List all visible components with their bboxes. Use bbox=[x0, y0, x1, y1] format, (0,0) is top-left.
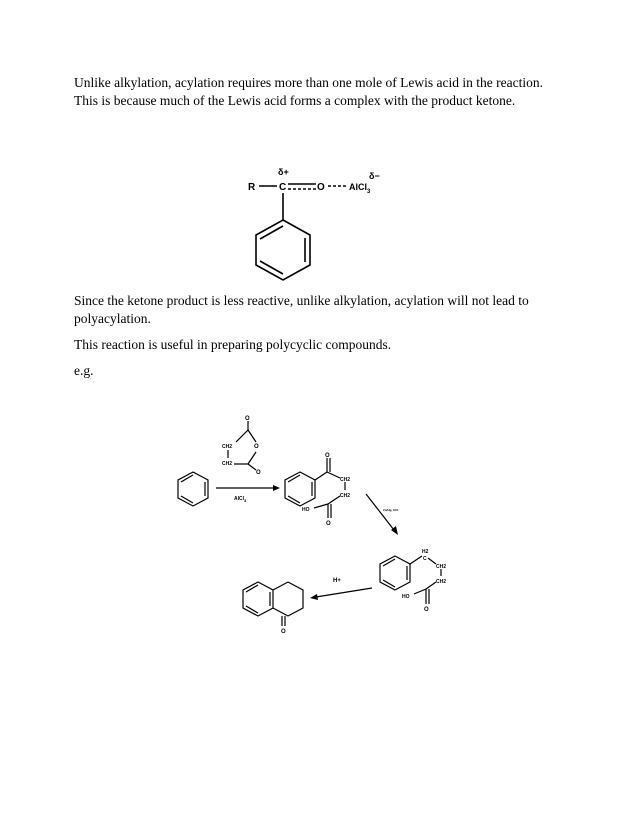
svg-text:CH2: CH2 bbox=[222, 461, 233, 467]
succinic-anhydride-molecule bbox=[222, 416, 261, 476]
delta-minus-label: δ− bbox=[369, 171, 380, 181]
svg-text:HO: HO bbox=[302, 507, 310, 513]
butanoic-acid-intermediate bbox=[380, 549, 446, 613]
keto-acid-intermediate bbox=[285, 453, 350, 527]
svg-text:CH2: CH2 bbox=[222, 444, 233, 450]
svg-text:CH2: CH2 bbox=[436, 579, 447, 585]
reagent-acid: H+ bbox=[333, 578, 341, 584]
svg-text:O: O bbox=[254, 444, 259, 450]
svg-text:HO: HO bbox=[402, 594, 410, 600]
svg-text:O: O bbox=[326, 521, 331, 527]
svg-text:CH2: CH2 bbox=[340, 477, 351, 483]
svg-text:O: O bbox=[424, 607, 429, 613]
svg-text:O: O bbox=[245, 416, 250, 422]
polycyclic-synthesis-scheme bbox=[170, 408, 490, 648]
svg-text:C: C bbox=[423, 556, 427, 562]
svg-text:O: O bbox=[256, 470, 261, 476]
polyacylation-paragraph: Since the ketone product is less reactive, unlike alkylation, acylation will not lead to polyacylation. bbox=[74, 293, 529, 326]
delta-plus-label: δ+ bbox=[278, 167, 289, 177]
svg-text:CH2: CH2 bbox=[436, 564, 447, 570]
svg-text:H2: H2 bbox=[422, 549, 429, 555]
r-label: R bbox=[248, 182, 256, 193]
reagent-aluminium-chloride: AlCl$_3$ bbox=[234, 496, 247, 503]
polycyclic-paragraph: This reaction is useful in preparing polycyclic compounds. bbox=[74, 337, 392, 352]
tetralone-product bbox=[243, 582, 303, 635]
intro-paragraph: Unlike alkylation, acylation requires more than one mole of Lewis acid in the reaction. This is because much of the Lewis acid forms a complex with the product ketone. bbox=[74, 75, 543, 108]
svg-text:CH2: CH2 bbox=[340, 493, 351, 499]
svg-text:O: O bbox=[281, 629, 286, 635]
reagent-clemmensen: Zn/Hg, HCl bbox=[383, 508, 399, 512]
oxygen-label: O bbox=[317, 182, 325, 193]
ketone-lewis-acid-complex-diagram bbox=[240, 165, 390, 285]
svg-text:O: O bbox=[325, 453, 330, 459]
benzene-start-molecule bbox=[178, 472, 208, 506]
carbon-label: C bbox=[279, 182, 287, 193]
example-label: e.g. bbox=[74, 363, 94, 378]
lewis-acid-label: AlCl$_3$ bbox=[349, 182, 371, 195]
